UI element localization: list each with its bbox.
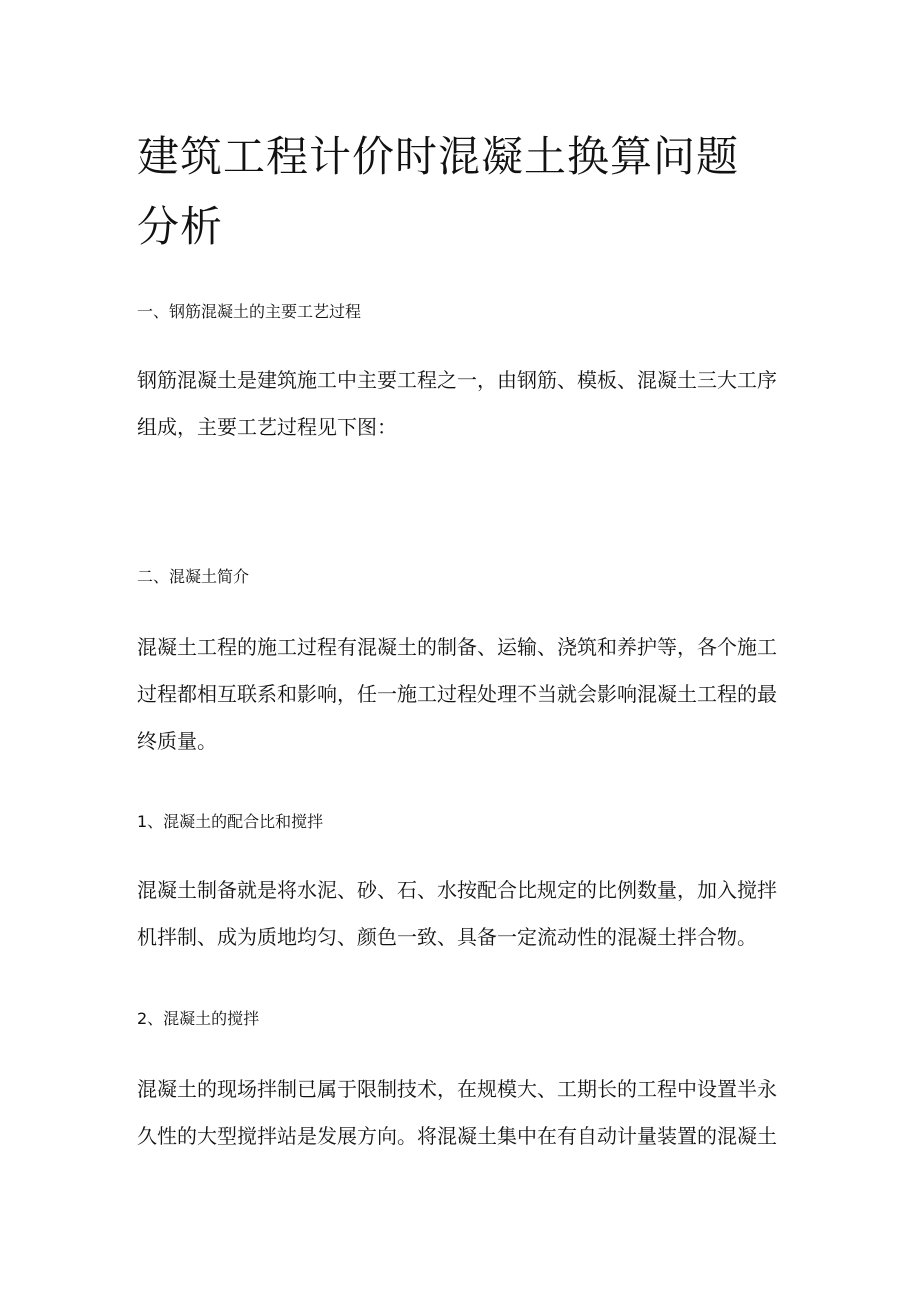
document-title: 建筑工程计价时混凝土换算问题分析 [137,132,740,251]
section-heading-1: 一、钢筋混凝土的主要工艺过程 [137,302,362,321]
section-heading-2: 二、混凝土简介 [137,567,250,586]
subsection-heading-1: 1、混凝土的配合比和搅拌 [137,812,324,831]
subsection-heading-2: 2、混凝土的搅拌 [137,1009,260,1028]
subsection-paragraph-2: 混凝土的现场拌制已属于限制技术，在规模大、工期长的工程中设置半永久性的大型搅拌站是发展方向。将混凝土集中在有自动计量装置的混凝土 [137,1077,777,1148]
subsection-paragraph-1: 混凝土制备就是将水泥、砂、石、水按配合比规定的比例数量，加入搅拌机拌制、成为质地均匀、颜色一致、具备一定流动性的混凝土拌合物。 [137,878,777,949]
section-paragraph-2: 混凝土工程的施工过程有混凝土的制备、运输、浇筑和养护等，各个施工过程都相互联系和影响，任一施工过程处理不当就会影响混凝土工程的最终质量。 [137,635,777,753]
section-paragraph-1: 钢筋混凝土是建筑施工中主要工程之一，由钢筋、模板、混凝土三大工序组成，主要工艺过程见下图： [137,368,777,439]
